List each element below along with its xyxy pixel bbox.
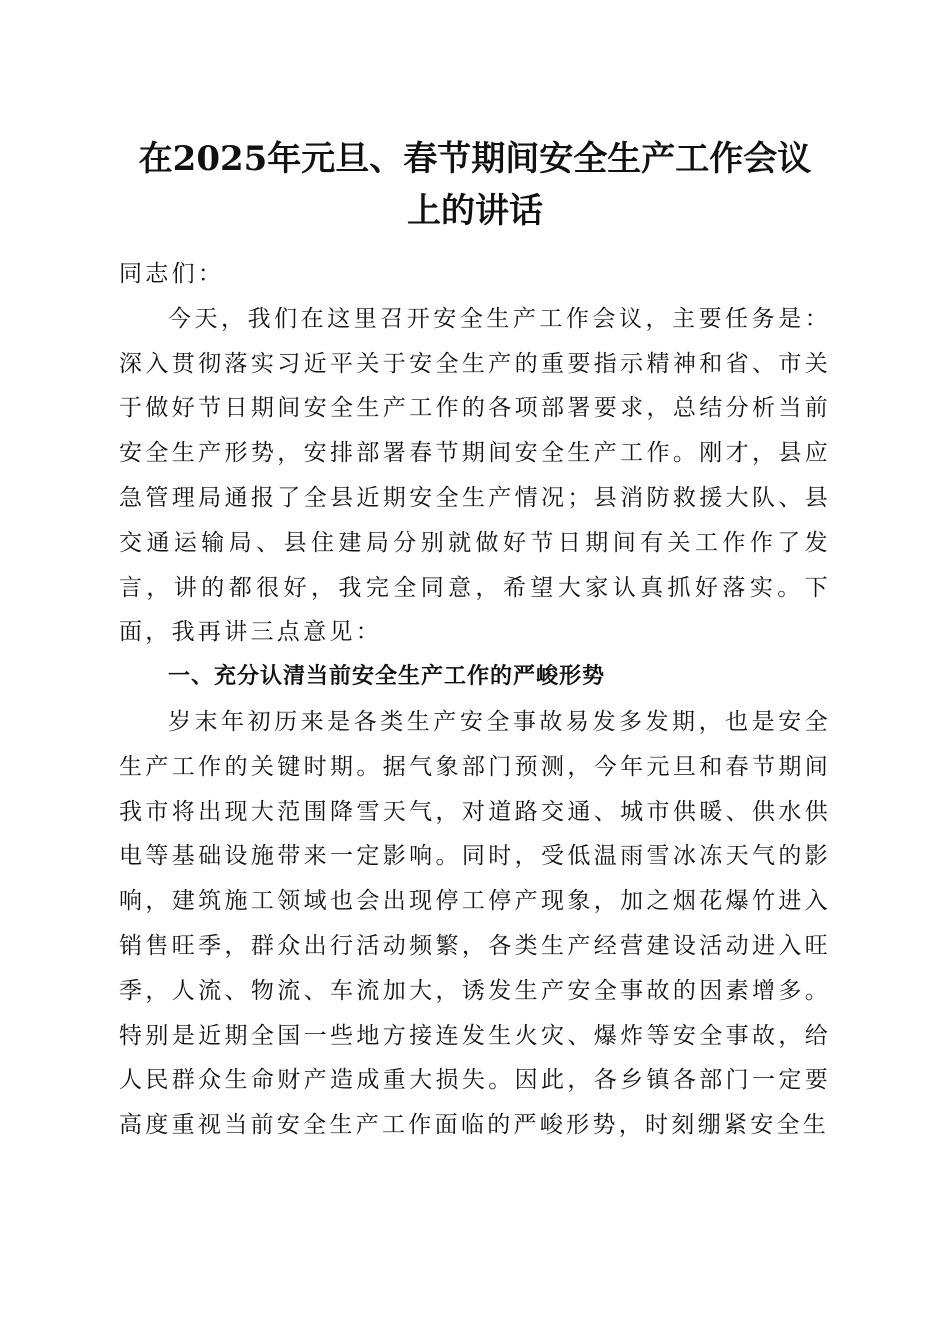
section-heading-1: 一、充分认清当前安全生产工作的严峻形势	[168, 664, 606, 690]
document-title	[100, 133, 850, 237]
title-line-2: 上的讲话	[407, 191, 543, 231]
document-body	[119, 252, 831, 1148]
title-line-1: 在2025年元旦、春节期间安全生产工作会议	[138, 139, 812, 179]
paragraph-opening: 今天，我们在这里召开安全生产工作会议，主要任务是：深入贯彻落实习近平关于安全生产的重要指示精神和省、市关于做好节日期间安全生产工作的各项部署要求，总结分析当前安全生产形势，安排部署春节期间安全生产工作。刚才，县应急管理局通报了全县近期安全生产情况；县消防救援大队、县交通运输局、县住建局分别就做好节日期间有关工作作了发言，讲的都很好，我完全同意，希望大家认真抓好落实。下面，我再讲三点意见：	[119, 305, 831, 646]
salutation: 同志们：	[119, 261, 225, 287]
paragraph-situation: 岁末年初历来是各类生产安全事故易发多发期，也是安全生产工作的关键时期。据气象部门预测，今年元旦和春节期间我市将出现大范围降雪天气，对道路交通、城市供暖、供水供电等基础设施带来一定影响。同时，受低温雨雪冰冻天气的影响，建筑施工领域也会出现停工停产现象，加之烟花爆竹进入销售旺季，群众出行活动频繁，各类生产经营建设活动进入旺季，人流、物流、车流加大，诱发生产安全事故的因素增多。特别是近期全国一些地方接连发生火灾、爆炸等安全事故，给人民群众生命财产造成重大损失。因此，各乡镇各部门一定要高度重视当前安全生产工作面临的严峻形势，时刻绷紧安全生	[119, 708, 831, 1139]
